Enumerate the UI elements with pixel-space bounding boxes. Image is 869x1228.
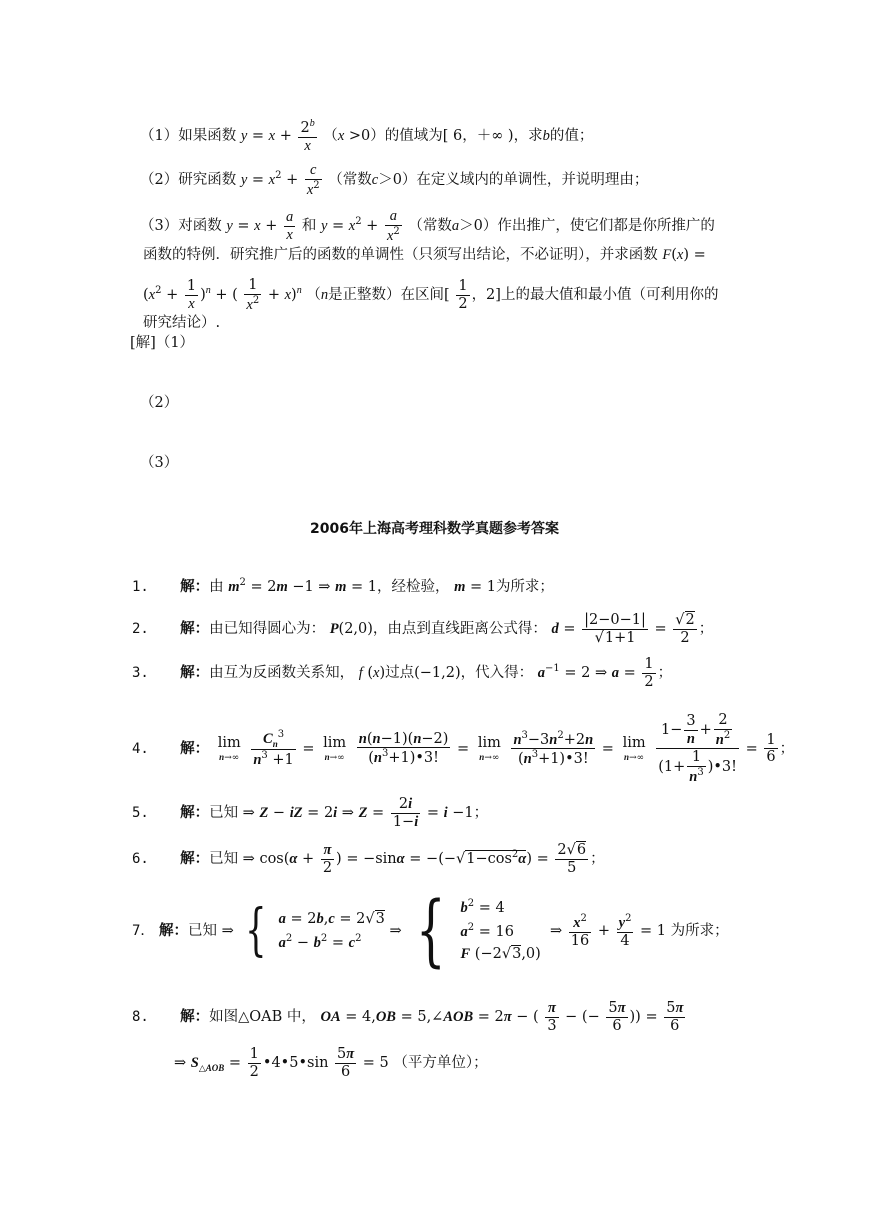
problem-part-3-line-4: 研究结论）. [143, 315, 221, 331]
answer-2: 2. 解：由已知得圆心为： P(2,0)，由点到直线距离公式得： d = $\frac{|2-0-1|}{√1+1}$ = $\frac{√2}{2}$ ； [132, 612, 714, 646]
problem-part-3-line-2: 函数的特例．研究推广后的函数的单调性（只须写出结论，不必证明），并求函数 F(x) = [143, 247, 706, 263]
answer-1: 1. 解：由 $m^2 = 2m -1$ ⇒ m = 1，经检验， m = 1为所求； [132, 577, 554, 595]
answer-8: 8. 解：如图△OAB 中， OA = 4,OB = 5,∠AOB = 2π − ( $\frac{\pi}{3}$ − (− $\frac{5\pi}{6}$ )) = $\frac{5\pi}{6}$ [132, 1000, 684, 1034]
problem-part-1: （1）如果函数 y = x + $\frac{2^b}{x}$ （x >0）的值域为[ 6，＋∞ )，求b的值； [140, 118, 594, 154]
answer-4: 4. 解： lim n→∞ $\frac{C_n^3}{n^3 +1}$ = lim n→∞ $\frac{n(n-1)(n-2)}{(n^3+1)•3!}$ = lim n→∞ $\frac{n^3-3n^2+2n}{(n^3+1)•3!}$ = lim n→∞ 1− $\frac{3}{n}$ + $\frac{2}{n^2}$ (1+ $\frac{1}{n^3}$ )•3! = $\frac{1}{6}$ ； [132, 712, 795, 786]
answers-title: 2006年上海高考理科数学真题参考答案 [310, 521, 559, 537]
problem-part-2: （2）研究函数 $y = x^2$ + $\frac{c}{x^2}$ （常数c＞0）在定义域内的单调性，并说明理由； [140, 162, 649, 198]
answer-5: 5. 解：已知 ⇒ Z − iZ = 2i ⇒ Z = $\frac{2i}{1-i}$ = i −1； [132, 796, 489, 830]
solution-head: [解]（1） [130, 335, 195, 351]
answer-3: 3. 解：由互为反函数关系知， f (x)过点(−1,2)，代入得： $a^{-1} = 2$ ⇒ a = $\frac{1}{2}$ ； [132, 656, 673, 690]
answer-7: 7． 解：已知 ⇒ { a = 2b,c = 2√3 $a^2 - b^2 = c^2$ ⇒ { $b^2 = 4$ $a^2 = 16$ F (−2√3,0) ⇒ $\frac{x^2}{16}$ + $\frac{y^2}{4}$ = 1 为所求； [132, 886, 729, 976]
solution-part-2: （2） [140, 395, 179, 411]
solution-part-3: （3） [140, 455, 179, 471]
problem-part-3-line-3: ($x^2$ + $\frac{1}{x}$ )$^n$ + ( $\frac{1}{x^2}$ + x)$^n$ （n是正整数）在区间[ $\frac{1}{2}$ ，2]上的最大值和最小值（可利用你的 [143, 277, 719, 313]
problem-part-3: （3）对函数 y = x + $\frac{a}{x}$ 和 $y = x^2$ + $\frac{a}{x^2}$ （常数a＞0）作出推广，使它们都是你所推广的 [140, 208, 715, 244]
answer-8-line-2: ⇒ $S_{\triangle AOB}$ = $\frac{1}{2}$ •4•5•sin $\frac{5\pi}{6}$ = 5 （平方单位）； [174, 1046, 488, 1080]
answer-6: 6. 解：已知 ⇒ cos(α + $\frac{\pi}{2}$ ) = $-\sin\alpha = -(-√1-\cos^2\alpha)$ = $\frac{2√6}{5}$ ； [132, 842, 605, 876]
